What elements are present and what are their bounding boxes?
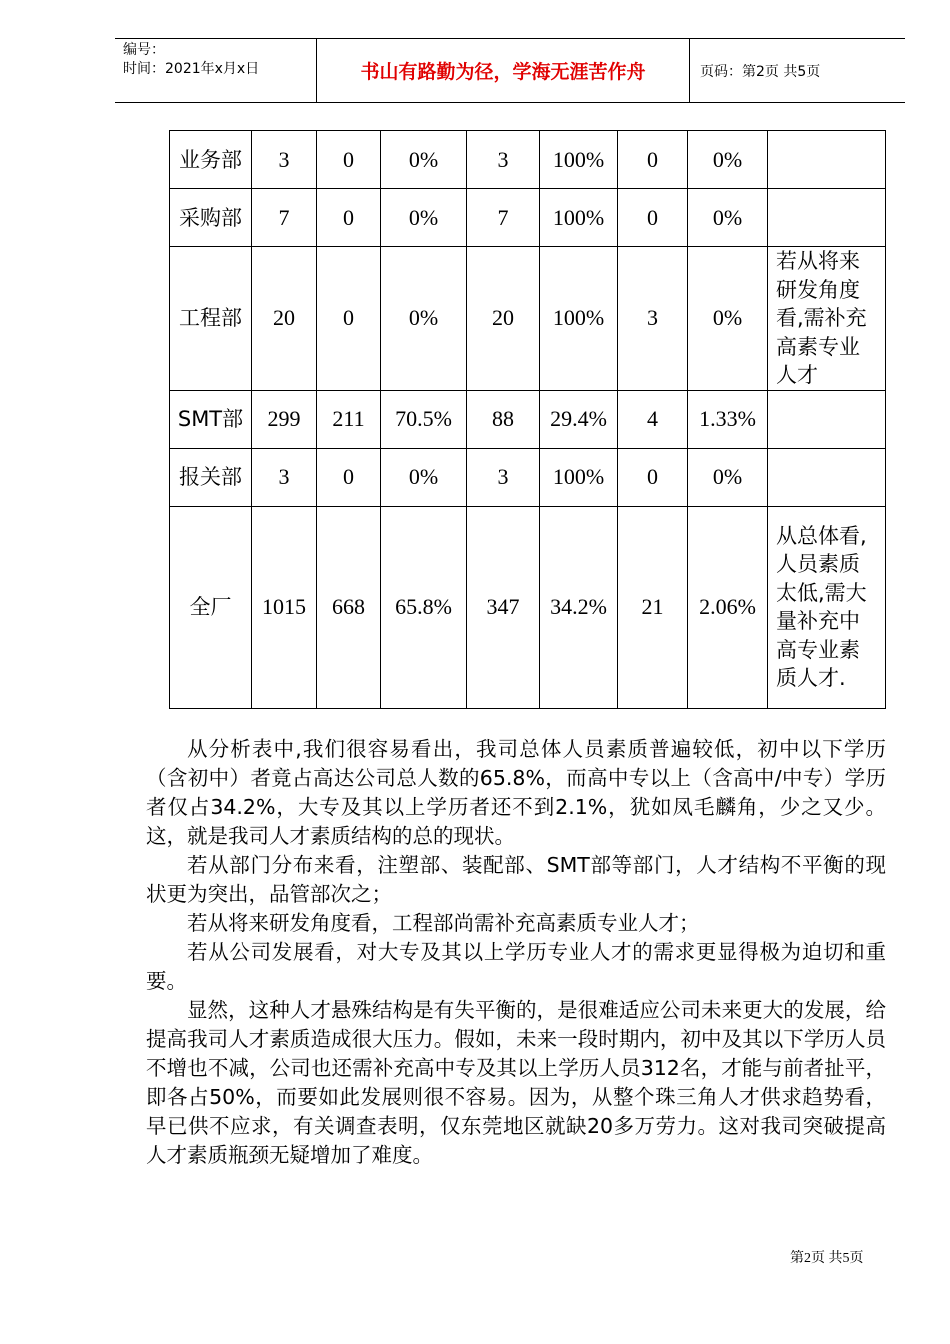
value-cell: 7	[467, 189, 540, 247]
value-cell: 70.5%	[381, 390, 467, 448]
paragraph: 若从部门分布来看，注塑部、装配部、SMT部等部门，人才结构不平衡的现状更为突出，品管部次之；	[146, 853, 886, 906]
remark-cell	[768, 131, 886, 189]
dept-cell: 采购部	[170, 189, 252, 247]
value-cell: 0%	[381, 189, 467, 247]
remark-cell	[768, 189, 886, 247]
value-cell: 3	[252, 448, 317, 506]
value-cell: 0	[618, 448, 688, 506]
dept-cell: 业务部	[170, 131, 252, 189]
doc-time-label: 时间：2021年x月x日	[123, 61, 260, 77]
doc-number-label: 编号：	[123, 42, 165, 58]
paragraph: 从分析表中,我们很容易看出，我司总体人员素质普遍较低，初中以下学历（含初中）者竟占高达公司总人数的65.8%，而高中专以上（含高中/中专）学历者仅占34.2%，大专及其以上学历者还不到2.1%，犹如凤毛麟角，少之又少。这，就是我司人才素质结构的总的现状。	[146, 737, 886, 848]
header-motto: 书山有路勤为径，学海无涯苦作舟	[316, 39, 690, 102]
value-cell: 1015	[252, 506, 317, 708]
value-cell: 100%	[540, 131, 618, 189]
value-cell: 65.8%	[381, 506, 467, 708]
value-cell: 4	[618, 390, 688, 448]
value-cell: 2.06%	[688, 506, 768, 708]
value-cell: 0	[618, 131, 688, 189]
page-footer: 第2页 共5页	[790, 1251, 864, 1266]
value-cell: 3	[467, 131, 540, 189]
value-cell: 7	[252, 189, 317, 247]
value-cell: 100%	[540, 247, 618, 391]
analysis-text	[146, 735, 886, 1170]
header-page-info: 页码：第2页 共5页	[700, 63, 821, 80]
table-row	[170, 247, 886, 391]
value-cell: 100%	[540, 448, 618, 506]
value-cell: 88	[467, 390, 540, 448]
value-cell: 3	[467, 448, 540, 506]
remark-cell: 从总体看,人员素质太低,需大量补充中高专业素质人才.	[768, 506, 886, 708]
remark-cell	[768, 448, 886, 506]
value-cell: 668	[317, 506, 381, 708]
paragraph: 显然，这种人才悬殊结构是有失平衡的，是很难适应公司未来更大的发展，给提高我司人才素质造成很大压力。假如，未来一段时期内，初中及其以下学历人员不增也不减，公司也还需补充高中专及其以上学历人员312名，才能与前者扯平，即各占50%，而要如此发展则很不容易。因为，从整个珠三角人才供求趋势看，早已供不应求，有关调查表明，仅东莞地区就缺20多万劳力。这对我司突破提高人才素质瓶颈无疑增加了难度。	[146, 998, 886, 1167]
remark-cell	[768, 390, 886, 448]
dept-cell: 工程部	[170, 247, 252, 391]
value-cell: 0%	[688, 131, 768, 189]
value-cell: 0%	[381, 448, 467, 506]
table-row	[170, 506, 886, 708]
header-meta	[123, 41, 313, 79]
value-cell: 0%	[688, 189, 768, 247]
value-cell: 0	[317, 247, 381, 391]
table-row	[170, 390, 886, 448]
dept-cell: 全厂	[170, 506, 252, 708]
value-cell: 0%	[381, 131, 467, 189]
table-row	[170, 131, 886, 189]
table-row	[170, 448, 886, 506]
value-cell: 0	[317, 189, 381, 247]
page-header	[115, 38, 905, 103]
value-cell: 20	[467, 247, 540, 391]
dept-cell: SMT部	[170, 390, 252, 448]
value-cell: 3	[618, 247, 688, 391]
value-cell: 100%	[540, 189, 618, 247]
value-cell: 3	[252, 131, 317, 189]
paragraph: 若从公司发展看，对大专及其以上学历专业人才的需求更显得极为迫切和重要。	[146, 940, 886, 993]
dept-cell: 报关部	[170, 448, 252, 506]
value-cell: 0%	[688, 448, 768, 506]
education-stats-table	[169, 130, 886, 709]
value-cell: 1.33%	[688, 390, 768, 448]
table-row	[170, 189, 886, 247]
value-cell: 0%	[688, 247, 768, 391]
value-cell: 347	[467, 506, 540, 708]
value-cell: 0%	[381, 247, 467, 391]
value-cell: 299	[252, 390, 317, 448]
remark-cell: 若从将来研发角度看,需补充高素专业人才	[768, 247, 886, 391]
value-cell: 34.2%	[540, 506, 618, 708]
value-cell: 211	[317, 390, 381, 448]
value-cell: 29.4%	[540, 390, 618, 448]
value-cell: 0	[317, 131, 381, 189]
value-cell: 20	[252, 247, 317, 391]
value-cell: 0	[618, 189, 688, 247]
paragraph: 若从将来研发角度看，工程部尚需补充高素质专业人才；	[187, 911, 700, 935]
value-cell: 0	[317, 448, 381, 506]
value-cell: 21	[618, 506, 688, 708]
